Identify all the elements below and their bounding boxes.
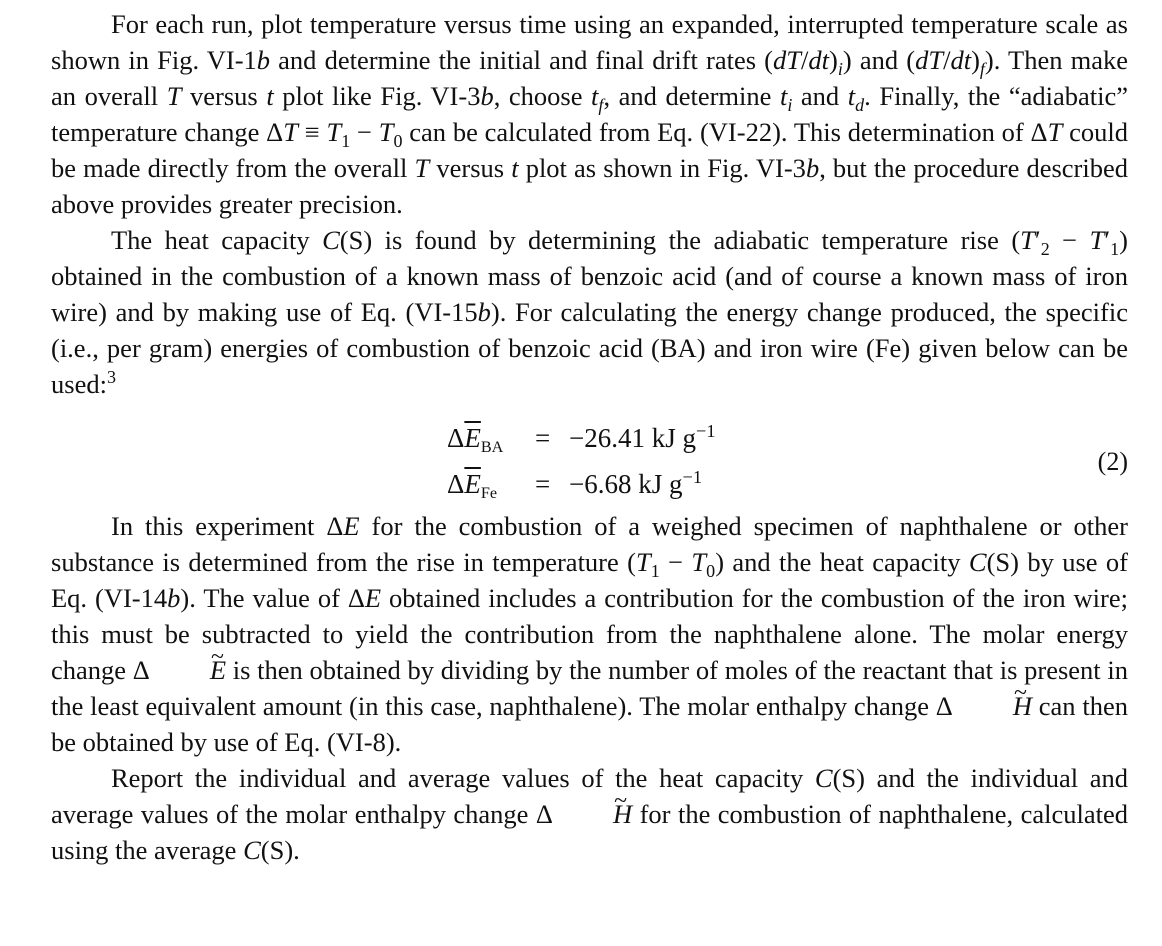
equation-line-fe: $\Delta\overline{E}_{Fe} = -6.68$ kJ $g^{-1}$ bbox=[447, 466, 703, 503]
paragraph-drift-rates: For each run, plot temperature versus time using an expanded, interrupted temperature scale as shown in Fig. VI-1b and determine the initial and final drift rates $(dT/dt)_i$) and $(dT/dt)_f$). Then make an overall T versus t plot like Fig. VI-3b, choose $t_f$, and determine $t_i$ and $t_d$. Finally, the “adiabatic” temperature change $\Delta T \equiv T_1 - T_0$ can be calculated from Eq. (VI-22). This determination of ΔT could be made directly from the overall T versus t plot as shown in Fig. VI-3b, but the procedure described above provides greater precision. bbox=[51, 9, 1128, 219]
paragraph-heat-capacity: The heat capacity C(S) is found by determining the adiabatic temperature rise $(T'_2 - T'_1)$ obtained in the combustion of a known mass of benzoic acid (and of course a known mass of iron wire) and by making use of Eq. (VI-15b). For calculating the energy change produced, the specific (i.e., per gram) energies of combustion of benzoic acid (BA) and iron wire (Fe) given below can be used:$^3$ bbox=[51, 225, 1128, 399]
equation-number: (2) bbox=[1097, 447, 1128, 476]
paragraph-report: Report the individual and average values of the heat capacity C(S) and the individual and average values of the molar enthalpy change Δ ~ H for the combustion of naphthalene, calculated using the average C(S). bbox=[51, 760, 1128, 868]
equation-2 bbox=[51, 414, 1128, 508]
equation-line-ba: $\Delta\overline{E}_{BA} = -26.41$ kJ $g^{-1}$ bbox=[447, 420, 716, 457]
footnote-marker: 3 bbox=[106, 367, 116, 388]
paragraph-combustion-energy: In this experiment ΔE for the combustion of a weighed specimen of naphthalene or other substance is determined from the rise in temperature $(T_1 - T_0)$ and the heat capacity C(S) by use of Eq. (VI-14b). The value of ΔE obtained includes a contribution for the combustion of the iron wire; this must be subtracted to yield the contribution from the naphthalene alone. The molar energy change Δ ~ E is then obtained by dividing by the number of moles of the reactant that is present in the least equivalent amount (in this case, naphthalene). The molar enthalpy change Δ ~ H can then be obtained by use of Eq. (VI-8). bbox=[51, 508, 1128, 760]
